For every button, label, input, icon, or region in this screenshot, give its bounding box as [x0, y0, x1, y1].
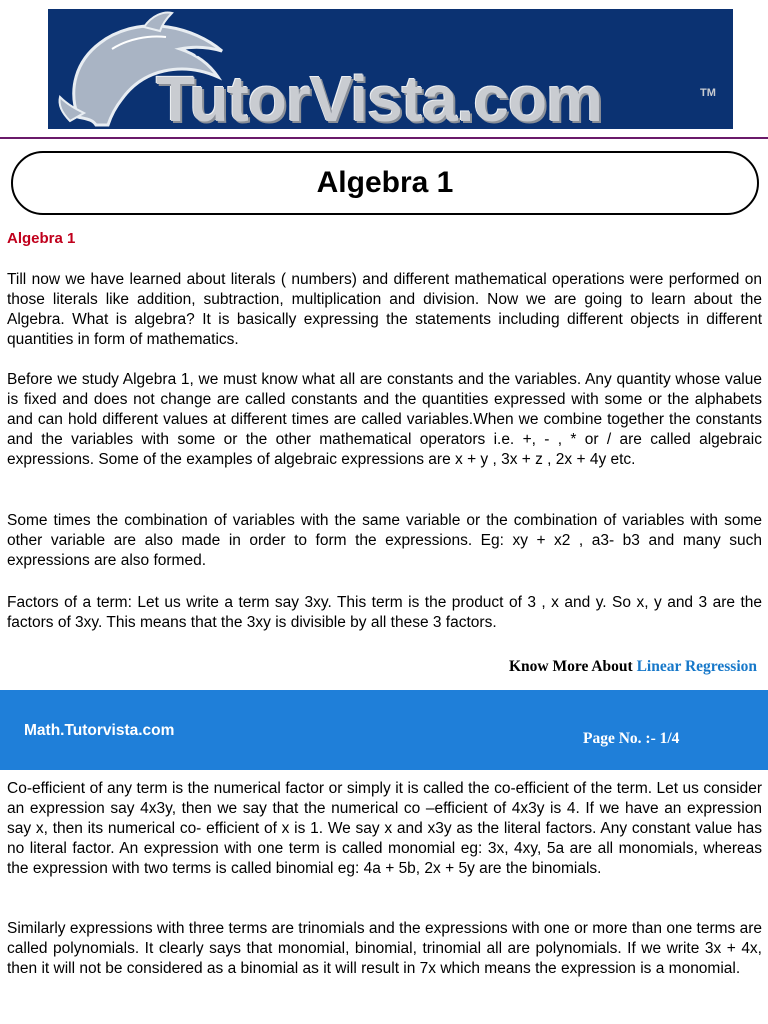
page-number: Page No. :- 1/4 [583, 730, 680, 747]
page-title: Algebra 1 [316, 166, 454, 199]
trademark-mark: TM [700, 87, 716, 99]
paragraph-intro: Till now we have learned about literals ( numbers) and different mathematical operations were performed on those literals like addition, subtraction, multiplication and division. Now we are going to learn about the Algebra. What is algebra? It is basically expressing the statements including different objects in different quantities in form of mathematics. [7, 271, 762, 348]
paragraph-factors: Factors of a term: Let us write a term say 3xy. This term is the product of 3 , x and y. So x, y and 3 are the factors of 3xy. This means that the 3xy is divisible by all these 3 factors. [7, 594, 762, 631]
paragraph-constants-variables: Before we study Algebra 1, we must know what all are constants and the variables. Any quantity whose value is fixed and does not change are called constants and the quantities expressed with some or the alphabets and can hold different values at different times are called variables.When we combine together the constants and the variables with some or the other mathematical operators i.e. +, - , * or / are called algebraic expressions. Some of the examples of algebraic expressions are x + y , 3x + z , 2x + 4y etc. [7, 371, 762, 468]
section-heading: Algebra 1 [7, 230, 76, 247]
footer-bar [0, 690, 768, 770]
know-more-prefix: Know More About [508, 658, 633, 675]
header-banner [48, 9, 733, 129]
paragraph-polynomials: Similarly expressions with three terms are trinomials and the expressions with one or more than one terms are called polynomials. It clearly says that monomial, binomial, trinomial all are polynomials. If we write 3x + 4x, then it will not be considered as a binomial as it will result in 7x which means the expression is a monomial. [7, 920, 762, 977]
paragraph-combinations: Some times the combination of variables with the same variable or the combination of variables with some other variable are also made in order to form the expressions. Eg: xy + x2 , a3- b3 and many such expressions are also formed. [7, 512, 762, 569]
logo-text: TutorVista.com [156, 63, 602, 129]
linear-regression-link[interactable]: Linear Regression [636, 658, 757, 675]
header-divider [0, 137, 768, 139]
know-more [509, 658, 757, 676]
title-box [11, 151, 759, 215]
paragraph-coefficient: Co-efficient of any term is the numerical factor or simply it is called the co-efficient of the term. Let us consider an expression say 4x3y, then we say that the numerical co –efficient of 4x3y is 4. If we have an expression say x, then its numerical co- efficient of x is 1. We say x and x3y as the literal factors. Any constant value has no literal factor. An expression with one term is called monomial eg: 3x, 4xy, 5a are all monomials, whereas the expression with two terms is called binomial eg: 4a + 5b, 2x + 5y are the binomials. [7, 780, 762, 877]
footer-site[interactable]: Math.Tutorvista.com [24, 722, 175, 739]
